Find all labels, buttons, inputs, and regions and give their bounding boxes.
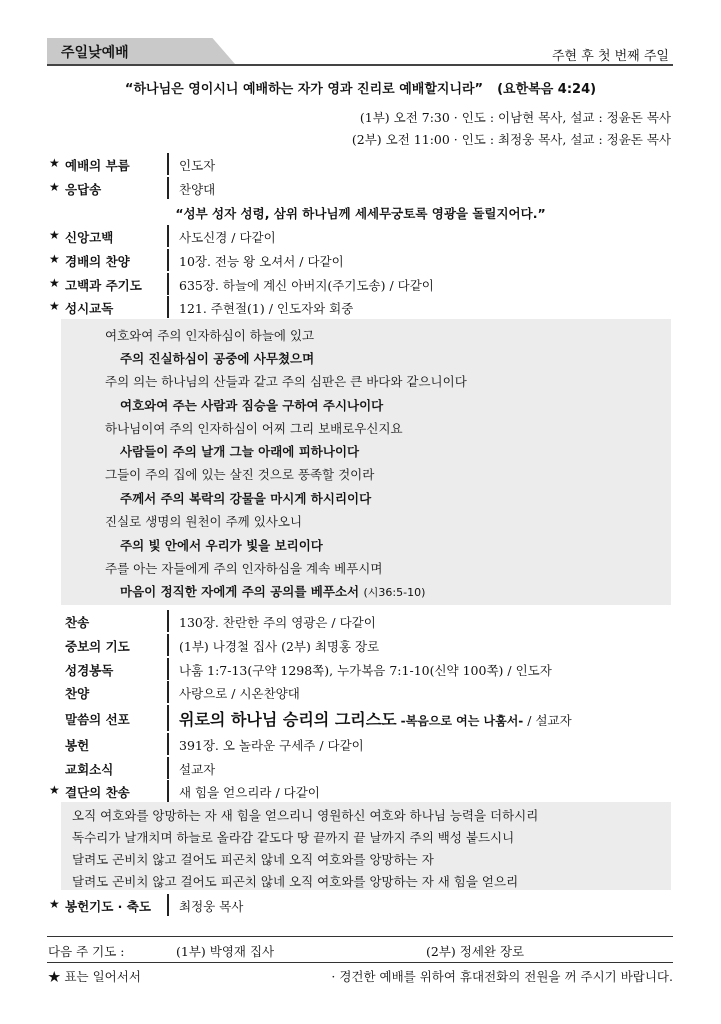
stand-star-icon: ★ bbox=[49, 783, 60, 797]
order-divider bbox=[167, 249, 169, 271]
order-value: 사도신경 / 다같이 bbox=[179, 230, 276, 245]
reading-line: 그들이 주의 집에 있는 살진 것으로 풍족할 것이라 bbox=[105, 467, 375, 482]
order-divider bbox=[167, 153, 169, 175]
order-label: 결단의 찬송 bbox=[65, 785, 130, 800]
order-value: (1부) 나경철 집사 (2부) 최명홍 장로 bbox=[179, 639, 380, 654]
hymn-line: 독수리가 날개치며 하늘로 올라감 같도다 땅 끝까지 끝 날까지 주의 백성 붙드시니 bbox=[72, 830, 515, 845]
order-row bbox=[47, 780, 673, 802]
order-row bbox=[47, 249, 673, 271]
order-value: 10장. 전능 왕 오셔서 / 다같이 bbox=[179, 254, 344, 269]
order-row bbox=[47, 681, 673, 703]
order-divider bbox=[167, 658, 169, 680]
reading-line-response: 여호와여 주는 사람과 짐승을 구하여 주시나이다 bbox=[120, 398, 384, 413]
theme-verse-ref: (요한복음 4:24) bbox=[497, 82, 597, 97]
order-divider bbox=[167, 177, 169, 199]
next-week-label: 다음 주 기도 : bbox=[48, 944, 125, 959]
order-value: 찬양대 bbox=[179, 182, 216, 197]
order-label: 중보의 기도 bbox=[65, 639, 130, 654]
sermon-subtitle: -복음으로 여는 나훔서- bbox=[400, 714, 524, 728]
order-row bbox=[47, 153, 673, 175]
order-divider bbox=[167, 296, 169, 318]
benediction-label: 봉헌기도 · 축도 bbox=[65, 899, 151, 914]
order-label: 찬송 bbox=[65, 615, 90, 630]
sermon-row bbox=[47, 705, 673, 731]
reading-line: 여호와여 주의 인자하심이 하늘에 있고 bbox=[105, 328, 315, 343]
order-divider bbox=[167, 225, 169, 247]
sermon-title: 위로의 하나님 승리의 그리스도 bbox=[179, 710, 397, 729]
order-value: 인도자 bbox=[179, 158, 216, 173]
stand-star-icon: ★ bbox=[49, 156, 60, 170]
order-value: 635장. 하늘에 계신 아버지(주기도송) / 다같이 bbox=[179, 278, 434, 293]
order-label: 찬양 bbox=[65, 686, 90, 701]
reading-line-response: 주께서 주의 복락의 강물을 마시게 하시리이다 bbox=[120, 491, 372, 506]
order-label: 예배의 부름 bbox=[65, 158, 130, 173]
order-label: 봉헌 bbox=[65, 738, 90, 753]
stand-star-icon: ★ bbox=[49, 228, 60, 242]
order-label: 성시교독 bbox=[65, 301, 114, 316]
header-rule bbox=[47, 64, 673, 66]
gloria-patri: “성부 성자 성령, 삼위 하나님께 세세무궁토록 영광을 돌릴지어다.” bbox=[175, 206, 546, 221]
order-value: 130장. 찬란한 주의 영광은 / 다같이 bbox=[179, 615, 376, 630]
stand-star-icon: ★ bbox=[49, 252, 60, 266]
order-row bbox=[47, 757, 673, 779]
order-row bbox=[47, 733, 673, 755]
section-tab-title: 주일낮예배 bbox=[61, 45, 129, 61]
order-row bbox=[47, 610, 673, 632]
section-tab bbox=[47, 38, 235, 64]
order-divider bbox=[167, 681, 169, 703]
stand-star-icon: ★ bbox=[49, 180, 60, 194]
order-row bbox=[47, 225, 673, 247]
reading-line-response: 주의 진실하심이 공중에 사무쳤으며 bbox=[120, 351, 315, 366]
stand-star-icon: ★ bbox=[49, 276, 60, 290]
theme-verse bbox=[0, 78, 721, 97]
order-label: 고백과 주기도 bbox=[65, 278, 142, 293]
order-value: 나훔 1:7-13(구약 1298쪽), 누가복음 7:1-10(신약 100쪽) / 인도자 bbox=[179, 663, 552, 678]
reading-line: 주를 아는 자들에게 주의 인자하심을 계속 베푸시며 bbox=[105, 561, 383, 576]
reading-line: 하나님이여 주의 인자하심이 어찌 그리 보배로우신지요 bbox=[105, 421, 403, 436]
next-week-first: (1부) 박영재 집사 bbox=[176, 944, 275, 959]
sermon-speaker: / 설교자 bbox=[527, 713, 572, 728]
hymn-line: 달려도 곤비치 않고 걸어도 피곤치 않네 오직 여호와를 앙망하는 자 bbox=[72, 852, 434, 867]
reading-line: 주의 의는 하나님의 산들과 같고 주의 심판은 큰 바다와 같으니이다 bbox=[105, 374, 467, 389]
order-value: 391장. 오 놀라운 구세주 / 다같이 bbox=[179, 738, 364, 753]
order-row bbox=[47, 658, 673, 680]
order-row bbox=[47, 296, 673, 318]
service-info-1: (1부) 오전 7:30 · 인도 : 이남현 목사, 설교 : 정윤돈 목사 bbox=[359, 110, 671, 125]
stand-note: ★ 표는 일어서서 bbox=[48, 969, 141, 984]
order-divider bbox=[167, 634, 169, 656]
phone-note: · 경건한 예배를 위하여 휴대전화의 전원을 꺼 주시기 바랍니다. bbox=[331, 969, 673, 984]
order-value: 새 힘을 얻으리라 / 다같이 bbox=[179, 785, 320, 800]
reading-line: 진실로 생명의 원천이 주께 있사오니 bbox=[105, 514, 303, 529]
order-divider bbox=[167, 733, 169, 755]
stand-star-icon: ★ bbox=[49, 299, 60, 313]
service-info-2: (2부) 오전 11:00 · 인도 : 최정웅 목사, 설교 : 정윤돈 목사 bbox=[351, 132, 671, 147]
order-label: 신앙고백 bbox=[65, 230, 114, 245]
stand-star-icon: ★ bbox=[49, 897, 60, 911]
next-week-second: (2부) 정세완 장로 bbox=[426, 944, 525, 959]
footer-rule bbox=[47, 936, 673, 937]
hymn-line: 오직 여호와를 앙망하는 자 새 힘을 얻으리니 영원하신 여호와 하나님 능력을 더하시리 bbox=[72, 808, 539, 823]
order-divider bbox=[167, 894, 169, 916]
benediction-row bbox=[47, 894, 673, 916]
footer-rule bbox=[47, 962, 673, 963]
reading-line-response: 사람들이 주의 날개 그늘 아래에 피하나이다 bbox=[120, 444, 360, 459]
order-divider bbox=[167, 757, 169, 779]
reading-line-response bbox=[120, 582, 425, 600]
order-value: 설교자 bbox=[179, 762, 216, 777]
reading-ref: (시36:5-10) bbox=[363, 586, 426, 599]
reading-line-text: 마음이 정직한 자에게 주의 공의를 베푸소서 bbox=[120, 584, 360, 599]
reading-line-response: 주의 빛 안에서 우리가 빛을 보리이다 bbox=[120, 538, 323, 553]
sermon-line bbox=[179, 707, 572, 730]
hymn-line: 달려도 곤비치 않고 걸어도 피곤치 않네 오직 여호와를 앙망하는 자 새 힘을 얻으리 bbox=[72, 874, 519, 889]
benediction-value: 최정웅 목사 bbox=[179, 899, 244, 914]
order-row bbox=[47, 634, 673, 656]
order-divider bbox=[167, 610, 169, 632]
order-value: 사랑으로 / 시온찬양대 bbox=[179, 686, 300, 701]
theme-verse-text: “하나님은 영이시니 예배하는 자가 영과 진리로 예배할지니라” bbox=[124, 82, 484, 97]
order-label: 교회소식 bbox=[65, 762, 114, 777]
order-label: 성경봉독 bbox=[65, 663, 114, 678]
sermon-label: 말씀의 선포 bbox=[65, 712, 130, 727]
order-divider bbox=[167, 705, 169, 731]
order-row bbox=[47, 177, 673, 199]
order-value: 121. 주현절(1) / 인도자와 회중 bbox=[179, 301, 354, 316]
order-divider bbox=[167, 780, 169, 802]
order-label: 경배의 찬양 bbox=[65, 254, 130, 269]
order-row bbox=[47, 273, 673, 295]
order-divider bbox=[167, 273, 169, 295]
sunday-title: 주현 후 첫 번째 주일 bbox=[552, 49, 669, 64]
order-label: 응답송 bbox=[65, 182, 102, 197]
